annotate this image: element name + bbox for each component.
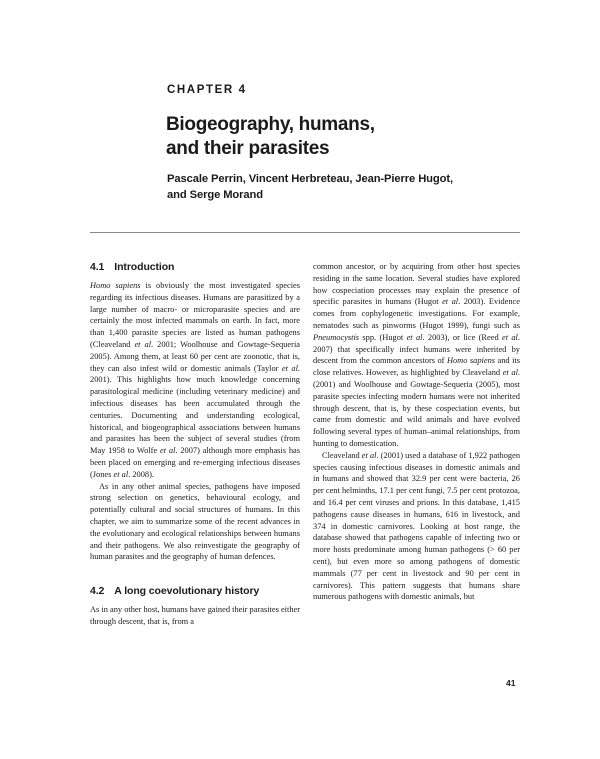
chapter-authors — [167, 171, 497, 203]
paragraph: As in any other animal species, pathogens have imposed strong selection on genetics, behavioural ecology, and potentially cultural and social structures of humans. In this chapter, we aim to summarize some of the recent advances in the evolutionary and ecological relationships between humans and their pathogens. We also reinvestigate the geography of human parasites and the geography of human defences. — [90, 481, 300, 562]
paragraph: Cleaveland et al. (2001) used a database of 1,922 pathogen species causing infectious diseases in domestic animals and in humans and showed that 32.9 per cent were bacteria, 26 per cent helminths, 17.1 per cent fungi, 7.5 per cent protozoa, and 16.4 per cent viruses and prions. In this database, 1,415 pathogens cause diseases in humans, 616 in livestock, and 374 in domestic carnivores. Looking at host range, the database showed that pathogens capable of infecting two or more hosts predominate among human pathogens (> 60 per cent), but even more so among pathogens of domestic mammals (77 per cent in livestock and 90 per cent in carnivores). This pattern suggests that humans share numerous pathogens with domestic animals, but — [313, 450, 521, 602]
authors-line-1: Pascale Perrin, Vincent Herbreteau, Jean-Pierre Hugot, — [167, 173, 454, 185]
right-column — [313, 261, 520, 603]
page-number: 41 — [506, 678, 516, 688]
section-number: 4.2 — [90, 585, 105, 598]
section-heading-coevolutionary-history — [90, 585, 300, 598]
chapter-title-line-1: Biogeography, humans, — [166, 114, 375, 135]
authors-line-2: and Serge Morand — [167, 189, 263, 201]
header-divider — [90, 232, 520, 233]
section-heading-introduction — [90, 261, 300, 274]
left-column — [90, 261, 300, 628]
chapter-label: CHAPTER 4 — [167, 84, 247, 96]
paragraph: Homo sapiens is obviously the most investigated species regarding its infectious diseases. Humans are parasitized by a large number of macro- or microparasite species and are certainly the most infected mammals on earth. In fact, more than 1,400 parasite species are listed as human pathogens (Cleaveland et al. 2001; Woolhouse and Gowtage-Sequeria 2005). Among them, at least 60 per cent are zoonotic, that is, they can also infest wild or domestic animals (Taylor et al. 2001). This highlights how much knowledge concerning parasitological medicine (including veterinary medicine) and infectious diseases has been accumulated through the centuries. Documenting and understanding ecological, historical, and biogeographical associations between humans and parasites has been the subject of several studies (from May 1958 to Wolfe et al. 2007) although more emphasis has been placed on emerging and re-emerging infectious diseases (Jones et al. 2008). — [90, 281, 301, 479]
section-title: A long coevolutionary history — [114, 585, 260, 598]
paragraph: common ancestor, or by acquiring from other host species residing in the same location. Several studies have explored how cospeciation processes may explain the presence of specific parasites in humans (Hugot et al. 2003). Evidence comes from cophylogenetic investigations. For example, nematodes such as pinworms (Hugot 1999), fungi such as Pneumocystis spp. (Hugot et al. 2003), or lice (Reed et al. 2007) that specifically infect humans were inherited by descent from the common ancestors of Homo sapiens and its close relatives. However, as highlighted by Cleaveland et al. (2001) and Woolhouse and Gowtage-Sequeria (2005), most parasite species infecting modern humans were not inherited through descent, that is, by these cospeciation events, but came from domestic and wild animals and have evolved following several types of human–animal relationships, from hunting to domestication. — [313, 262, 521, 448]
section-number: 4.1 — [90, 261, 105, 273]
chapter-title — [166, 113, 526, 161]
section-title: Introduction — [114, 261, 175, 273]
paragraph: As in any other host, humans have gained their parasites either through descent, that is, from a — [90, 605, 301, 626]
chapter-title-line-2: and their parasites — [166, 138, 330, 159]
